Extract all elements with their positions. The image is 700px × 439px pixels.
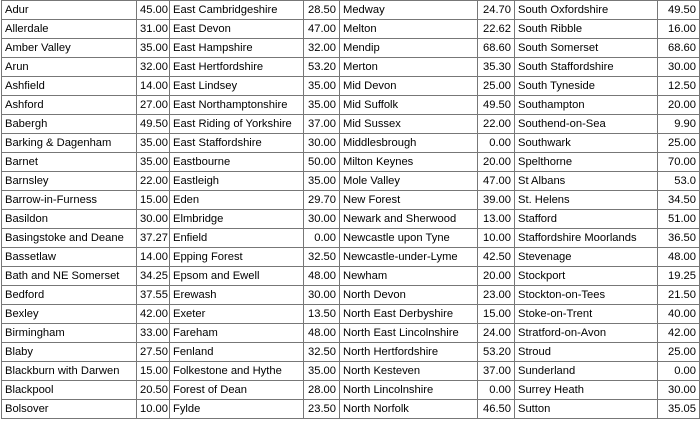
table-row <box>2 343 700 362</box>
council-name-cell: Basingstoke and Deane <box>2 229 137 248</box>
council-name-cell: Bexley <box>2 305 137 324</box>
council-name-cell: Barking & Dagenham <box>2 134 137 153</box>
table-row <box>2 172 700 191</box>
value-cell: 25.00 <box>478 77 515 96</box>
council-name-cell: Adur <box>2 1 137 20</box>
council-name-cell: Folkestone and Hythe <box>170 362 304 381</box>
council-name-cell: Barrow-in-Furness <box>2 191 137 210</box>
council-name-cell: St. Helens <box>515 191 658 210</box>
value-cell: 19.25 <box>658 267 700 286</box>
value-cell: 10.00 <box>137 400 170 419</box>
value-cell: 36.50 <box>658 229 700 248</box>
council-name-cell: Birmingham <box>2 324 137 343</box>
council-name-cell: Medway <box>340 1 478 20</box>
value-cell: 45.00 <box>137 1 170 20</box>
council-name-cell: Elmbridge <box>170 210 304 229</box>
value-cell: 34.50 <box>658 191 700 210</box>
value-cell: 53.20 <box>304 58 340 77</box>
value-cell: 30.00 <box>304 210 340 229</box>
council-name-cell: Eastbourne <box>170 153 304 172</box>
value-cell: 0.00 <box>478 134 515 153</box>
table-row <box>2 229 700 248</box>
council-name-cell: South Somerset <box>515 39 658 58</box>
table-row <box>2 153 700 172</box>
value-cell: 15.00 <box>137 362 170 381</box>
value-cell: 15.00 <box>478 305 515 324</box>
council-name-cell: North East Derbyshire <box>340 305 478 324</box>
value-cell: 37.55 <box>137 286 170 305</box>
council-name-cell: Fenland <box>170 343 304 362</box>
council-name-cell: North Lincolnshire <box>340 381 478 400</box>
council-rates-table <box>1 0 700 419</box>
council-name-cell: Stratford-on-Avon <box>515 324 658 343</box>
council-name-cell: Stockport <box>515 267 658 286</box>
value-cell: 35.00 <box>137 39 170 58</box>
value-cell: 48.00 <box>304 267 340 286</box>
council-name-cell: Southampton <box>515 96 658 115</box>
value-cell: 34.25 <box>137 267 170 286</box>
value-cell: 30.00 <box>658 381 700 400</box>
council-name-cell: Mendip <box>340 39 478 58</box>
value-cell: 13.50 <box>304 305 340 324</box>
value-cell: 53.20 <box>478 343 515 362</box>
council-name-cell: Fylde <box>170 400 304 419</box>
value-cell: 14.00 <box>137 77 170 96</box>
council-name-cell: Newark and Sherwood <box>340 210 478 229</box>
value-cell: 49.50 <box>658 1 700 20</box>
value-cell: 28.00 <box>304 381 340 400</box>
value-cell: 39.00 <box>478 191 515 210</box>
value-cell: 37.27 <box>137 229 170 248</box>
council-name-cell: East Hertfordshire <box>170 58 304 77</box>
value-cell: 24.70 <box>478 1 515 20</box>
value-cell: 27.00 <box>137 96 170 115</box>
value-cell: 35.00 <box>137 153 170 172</box>
table-row <box>2 400 700 419</box>
table-row <box>2 210 700 229</box>
table-row <box>2 248 700 267</box>
value-cell: 29.70 <box>304 191 340 210</box>
value-cell: 35.05 <box>658 400 700 419</box>
value-cell: 35.00 <box>304 172 340 191</box>
table-row <box>2 39 700 58</box>
value-cell: 28.50 <box>304 1 340 20</box>
council-name-cell: Epsom and Ewell <box>170 267 304 286</box>
council-name-cell: Milton Keynes <box>340 153 478 172</box>
value-cell: 42.50 <box>478 248 515 267</box>
table-row <box>2 134 700 153</box>
council-name-cell: Eastleigh <box>170 172 304 191</box>
council-name-cell: Forest of Dean <box>170 381 304 400</box>
council-name-cell: Newham <box>340 267 478 286</box>
council-name-cell: North Hertfordshire <box>340 343 478 362</box>
table-row <box>2 286 700 305</box>
value-cell: 20.00 <box>658 96 700 115</box>
value-cell: 48.00 <box>304 324 340 343</box>
council-name-cell: South Staffordshire <box>515 58 658 77</box>
value-cell: 30.00 <box>304 286 340 305</box>
council-name-cell: Mid Devon <box>340 77 478 96</box>
council-name-cell: Mid Sussex <box>340 115 478 134</box>
council-name-cell: Enfield <box>170 229 304 248</box>
council-name-cell: North Kesteven <box>340 362 478 381</box>
value-cell: 15.00 <box>137 191 170 210</box>
council-name-cell: Epping Forest <box>170 248 304 267</box>
council-name-cell: East Staffordshire <box>170 134 304 153</box>
value-cell: 68.60 <box>658 39 700 58</box>
value-cell: 30.00 <box>658 58 700 77</box>
value-cell: 53.0 <box>658 172 700 191</box>
table-row <box>2 115 700 134</box>
value-cell: 35.00 <box>304 362 340 381</box>
table-row <box>2 1 700 20</box>
value-cell: 27.50 <box>137 343 170 362</box>
council-name-cell: Stafford <box>515 210 658 229</box>
value-cell: 25.00 <box>658 134 700 153</box>
council-name-cell: Barnet <box>2 153 137 172</box>
council-name-cell: Bassetlaw <box>2 248 137 267</box>
council-name-cell: Basildon <box>2 210 137 229</box>
value-cell: 22.62 <box>478 20 515 39</box>
council-name-cell: Stroud <box>515 343 658 362</box>
value-cell: 20.50 <box>137 381 170 400</box>
council-name-cell: Stoke-on-Trent <box>515 305 658 324</box>
value-cell: 22.00 <box>137 172 170 191</box>
council-name-cell: Blaby <box>2 343 137 362</box>
council-name-cell: Southwark <box>515 134 658 153</box>
value-cell: 16.00 <box>658 20 700 39</box>
value-cell: 35.00 <box>304 77 340 96</box>
council-name-cell: East Lindsey <box>170 77 304 96</box>
value-cell: 33.00 <box>137 324 170 343</box>
council-name-cell: South Ribble <box>515 20 658 39</box>
table-row <box>2 20 700 39</box>
value-cell: 25.00 <box>658 343 700 362</box>
value-cell: 47.00 <box>304 20 340 39</box>
table-row <box>2 96 700 115</box>
council-name-cell: South Oxfordshire <box>515 1 658 20</box>
council-name-cell: East Riding of Yorkshire <box>170 115 304 134</box>
table-body <box>2 1 700 419</box>
value-cell: 32.00 <box>137 58 170 77</box>
council-name-cell: Sunderland <box>515 362 658 381</box>
council-name-cell: Erewash <box>170 286 304 305</box>
value-cell: 14.00 <box>137 248 170 267</box>
council-name-cell: East Northamptonshire <box>170 96 304 115</box>
value-cell: 30.00 <box>137 210 170 229</box>
value-cell: 0.00 <box>658 362 700 381</box>
value-cell: 40.00 <box>658 305 700 324</box>
council-name-cell: Middlesbrough <box>340 134 478 153</box>
council-name-cell: New Forest <box>340 191 478 210</box>
table-row <box>2 58 700 77</box>
council-name-cell: Sutton <box>515 400 658 419</box>
value-cell: 46.50 <box>478 400 515 419</box>
council-name-cell: St Albans <box>515 172 658 191</box>
council-name-cell: Spelthorne <box>515 153 658 172</box>
council-name-cell: Bedford <box>2 286 137 305</box>
council-name-cell: Newcastle upon Tyne <box>340 229 478 248</box>
table-row <box>2 267 700 286</box>
council-name-cell: North Devon <box>340 286 478 305</box>
council-name-cell: Staffordshire Moorlands <box>515 229 658 248</box>
council-name-cell: Blackburn with Darwen <box>2 362 137 381</box>
value-cell: 32.00 <box>304 39 340 58</box>
council-name-cell: East Devon <box>170 20 304 39</box>
value-cell: 20.00 <box>478 267 515 286</box>
value-cell: 35.30 <box>478 58 515 77</box>
value-cell: 9.90 <box>658 115 700 134</box>
value-cell: 32.50 <box>304 343 340 362</box>
value-cell: 49.50 <box>137 115 170 134</box>
table-row <box>2 362 700 381</box>
value-cell: 48.00 <box>658 248 700 267</box>
value-cell: 35.00 <box>304 96 340 115</box>
value-cell: 24.00 <box>478 324 515 343</box>
council-name-cell: Ashfield <box>2 77 137 96</box>
value-cell: 10.00 <box>478 229 515 248</box>
council-name-cell: Surrey Heath <box>515 381 658 400</box>
value-cell: 32.50 <box>304 248 340 267</box>
value-cell: 23.00 <box>478 286 515 305</box>
council-name-cell: Mid Suffolk <box>340 96 478 115</box>
value-cell: 0.00 <box>478 381 515 400</box>
council-name-cell: East Hampshire <box>170 39 304 58</box>
council-name-cell: Exeter <box>170 305 304 324</box>
value-cell: 0.00 <box>304 229 340 248</box>
value-cell: 22.00 <box>478 115 515 134</box>
council-name-cell: Melton <box>340 20 478 39</box>
council-name-cell: Bath and NE Somerset <box>2 267 137 286</box>
council-name-cell: Babergh <box>2 115 137 134</box>
council-name-cell: South Tyneside <box>515 77 658 96</box>
council-name-cell: North Norfolk <box>340 400 478 419</box>
council-name-cell: Southend-on-Sea <box>515 115 658 134</box>
value-cell: 21.50 <box>658 286 700 305</box>
council-name-cell: Stockton-on-Tees <box>515 286 658 305</box>
table-row <box>2 77 700 96</box>
council-name-cell: Allerdale <box>2 20 137 39</box>
value-cell: 13.00 <box>478 210 515 229</box>
council-name-cell: Stevenage <box>515 248 658 267</box>
value-cell: 37.00 <box>304 115 340 134</box>
value-cell: 37.00 <box>478 362 515 381</box>
table-row <box>2 191 700 210</box>
council-name-cell: Blackpool <box>2 381 137 400</box>
value-cell: 68.60 <box>478 39 515 58</box>
council-name-cell: Eden <box>170 191 304 210</box>
value-cell: 42.00 <box>137 305 170 324</box>
council-name-cell: Fareham <box>170 324 304 343</box>
value-cell: 49.50 <box>478 96 515 115</box>
council-name-cell: Barnsley <box>2 172 137 191</box>
council-name-cell: Merton <box>340 58 478 77</box>
council-name-cell: Ashford <box>2 96 137 115</box>
council-name-cell: Mole Valley <box>340 172 478 191</box>
value-cell: 51.00 <box>658 210 700 229</box>
table-row <box>2 305 700 324</box>
table-row <box>2 324 700 343</box>
council-name-cell: East Cambridgeshire <box>170 1 304 20</box>
value-cell: 70.00 <box>658 153 700 172</box>
value-cell: 47.00 <box>478 172 515 191</box>
council-name-cell: Amber Valley <box>2 39 137 58</box>
value-cell: 23.50 <box>304 400 340 419</box>
value-cell: 31.00 <box>137 20 170 39</box>
council-name-cell: Arun <box>2 58 137 77</box>
value-cell: 12.50 <box>658 77 700 96</box>
table-row <box>2 381 700 400</box>
council-name-cell: Newcastle-under-Lyme <box>340 248 478 267</box>
council-name-cell: North East Lincolnshire <box>340 324 478 343</box>
value-cell: 35.00 <box>137 134 170 153</box>
value-cell: 50.00 <box>304 153 340 172</box>
value-cell: 30.00 <box>304 134 340 153</box>
value-cell: 20.00 <box>478 153 515 172</box>
council-name-cell: Bolsover <box>2 400 137 419</box>
value-cell: 42.00 <box>658 324 700 343</box>
